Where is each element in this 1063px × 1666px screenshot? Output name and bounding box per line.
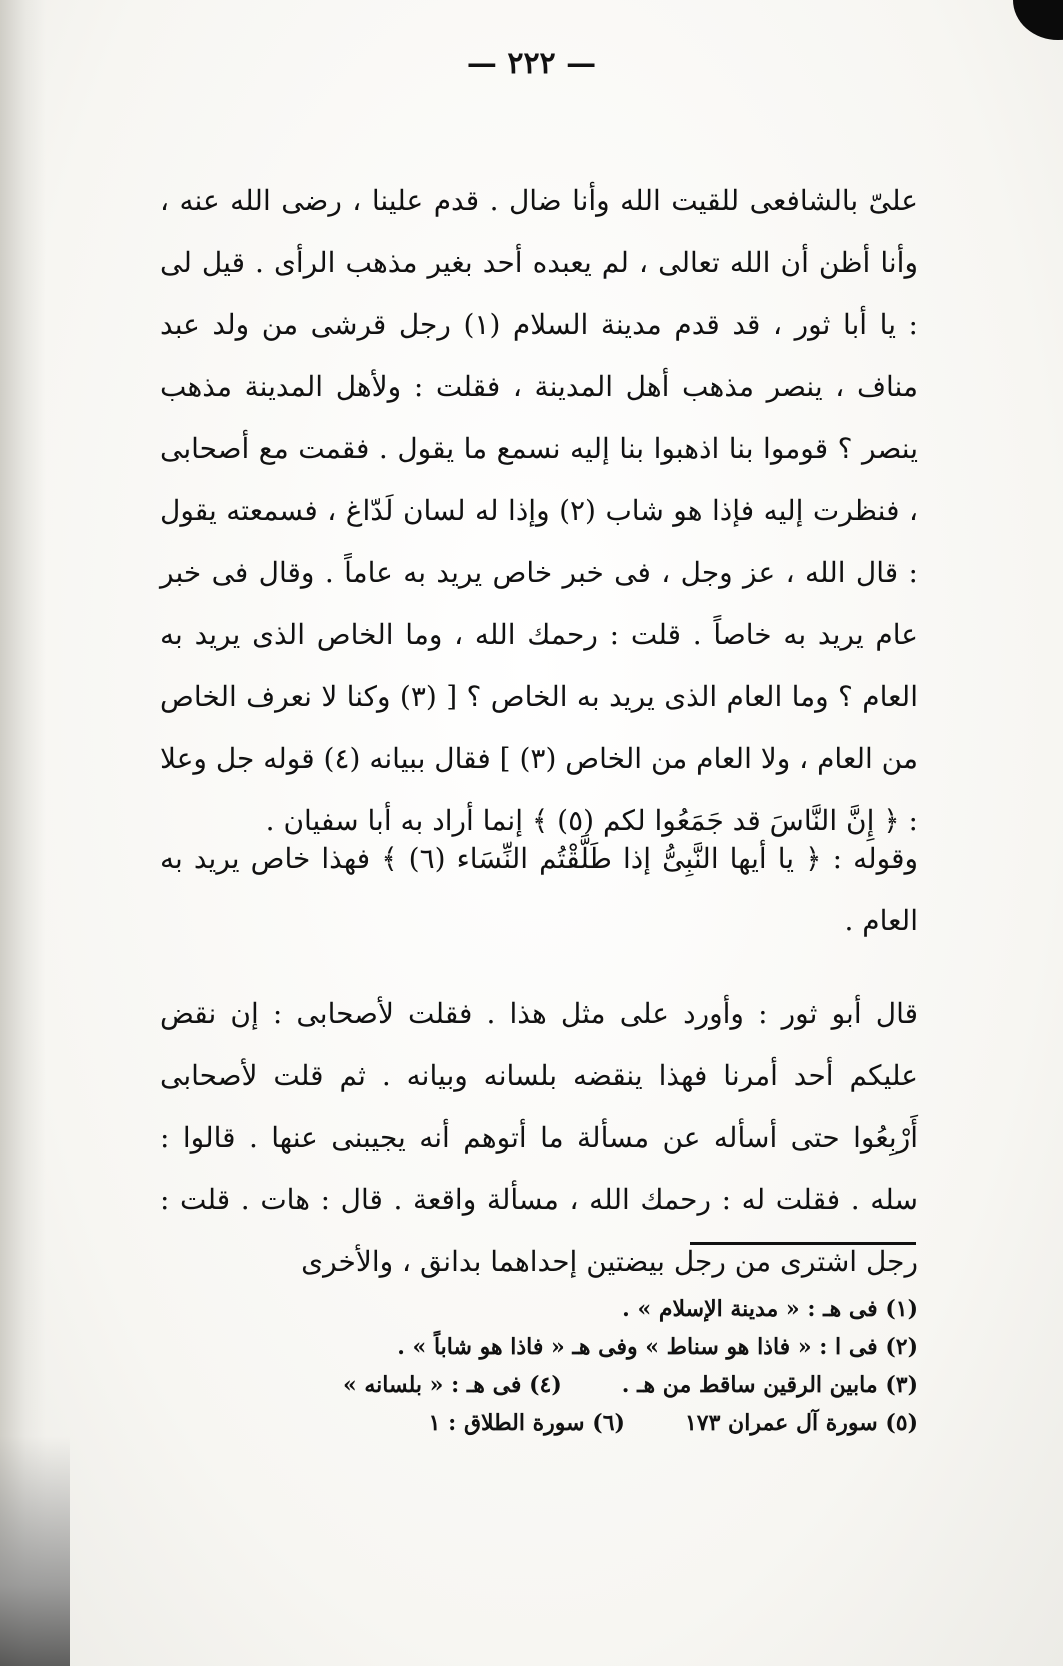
- ink-blot-corner: [1013, 0, 1063, 40]
- footnote-6: (٦) سورة الطلاق : ١: [428, 1410, 625, 1436]
- footnote-line-2: [160, 1328, 918, 1366]
- footnote-separator: [690, 1242, 916, 1245]
- footnote-1: (١) فى هـ : « مدينة الإسلام » .: [622, 1296, 918, 1322]
- footnote-line-4: [160, 1404, 918, 1442]
- footnote-line-1: [160, 1290, 918, 1328]
- body-paragraph-3: قال أبو ثور : وأورد على مثل هذا . فقلت لأصحابى : إن نقض عليكم أحد أمرنا فهذا ينقضه بلسانه وبيانه . ثم قلت لأصحابى أَرْبِعُوا حتى أسأله عن مسألة ما أتوهم أنه يجيبنى عنها . قالوا : سله . فقلت له : رحمك الله ، مسألة واقعة . قال : هات . قلت : رجل اشترى من رجل بيضتين إحداهما بدانق ، والأخرى: [160, 997, 918, 1278]
- footnote-3: (٣) مابين الرقين ساقط من هـ .: [621, 1372, 918, 1398]
- body-paragraph-2: وقوله : ﴿ يا أيها النَّبِىُّ إذا طَلَّقْتُم النِّسَاء (٦) ﴾ فهذا خاص يريد به العام .: [160, 842, 918, 937]
- footnote-line-3: [160, 1366, 918, 1404]
- binding-gutter-shadow: [0, 0, 46, 1666]
- footnote-2: (٢) فى ا : « فاذا هو سناط » وفى هـ « فاذا هو شاباً » .: [397, 1334, 918, 1360]
- footnote-4: (٤) فى هـ : « بلسانه »: [342, 1372, 562, 1398]
- page-number: — ٢٢٢ —: [466, 46, 597, 81]
- footnote-5: (٥) سورة آل عمران ١٧٣: [684, 1410, 918, 1436]
- body-paragraph-1: علىّ بالشافعى للقيت الله وأنا ضال . قدم علينا ، رضى الله عنه ، وأنا أظن أن الله تعالى ، لم يعبده أحد بغير مذهب الرأى . قيل لى : يا أبا ثور ، قد قدم مدينة السلام (١) رجل قرشى من ولد عبد مناف ، ينصر مذهب أهل المدينة ، فقلت : ولأهل المدينة مذهب ينصر ؟ قوموا بنا اذهبوا بنا إليه نسمع ما يقول . فقمت مع أصحابى ، فنظرت إليه فإذا هو شاب (٢) وإذا له لسان لَدّاغ ، فسمعته يقول : قال الله ، عز وجل ، فى خبر خاص يريد به عاماً . وقال فى خبر عام يريد به خاصاً . قلت : رحمك الله ، وما الخاص الذى يريد به العام ؟ وما العام الذى يريد به الخاص ؟ [ (٣) وكنا لا نعرف الخاص من العام ، ولا العام من الخاص (٣) ] فقال ببيانه (٤) قوله جل وعلا : ﴿ إِنَّ النَّاسَ قد جَمَعُوا لكم (٥) ﴾ إنما أراد به أبا سفيان .: [160, 184, 918, 837]
- scan-noise-corner: [0, 1436, 70, 1666]
- footnotes: [160, 1290, 918, 1442]
